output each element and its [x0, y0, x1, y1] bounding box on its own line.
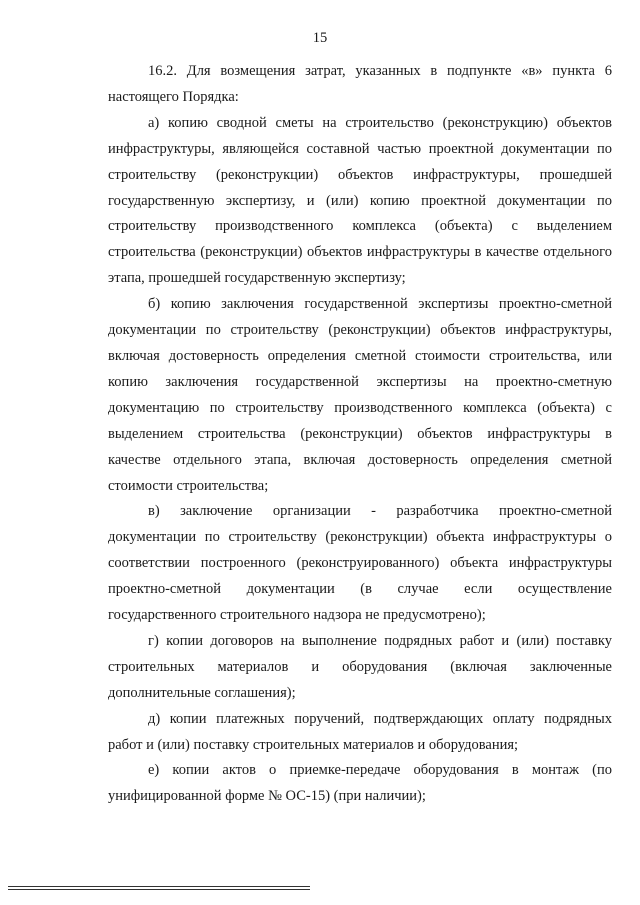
paragraph-item-b: б) копию заключения государственной экспертизы проектно-сметной документации по строительству (реконструкции) объектов инфраструктуры, включая достоверность определения сметной стоимости строительства, или копию заключения государственной экспертизы на проектно-сметную документацию по строительству производственного комплекса (объекта) с выделением строительства (реконструкции) объектов инфраструктуры в качестве отдельного этапа, включая достоверность определения сметной стоимости строительства;: [108, 296, 612, 494]
footer-divider-second: [8, 889, 310, 890]
footer-divider: [8, 886, 310, 887]
paragraph-item-v: в) заключение организации - разработчика проектно-сметной документации по строительству (реконструкции) объекта инфраструктуры о соответствии построенного (реконструированного) объекта инфраструктуры проектно-сметной документации (в случае если осуществление государственного строительного надзора не предусмотрено);: [108, 503, 612, 624]
paragraph-item-a: а) копию сводной сметы на строительство (реконструкцию) объектов инфраструктуры, являющейся составной частью проектной документации по строительству (реконструкции) объектов инфраструктуры, прошедшей государственную экспертизу, и (или) копию проектной документации по строительству производственного комплекса (объекта) с выделением строительства (реконструкции) объектов инфраструктуры в качестве отдельного этапа, прошедшей государственную экспертизу;: [108, 114, 612, 287]
paragraph-16-2: 16.2. Для возмещения затрат, указанных в подпункте «в» пункта 6 настоящего Порядка:: [108, 63, 612, 105]
paragraph-item-g: г) копии договоров на выполнение подрядных работ и (или) поставку строительных материалов и оборудования (включая заключенные дополнительные соглашения);: [108, 632, 612, 701]
document-body: [108, 59, 612, 810]
page-number: 15: [312, 30, 328, 46]
paragraph-item-d: д) копии платежных поручений, подтверждающих оплату подрядных работ и (или) поставку строительных материалов и оборудования;: [108, 710, 612, 753]
paragraph-item-e: е) копии актов о приемке-передаче оборудования в монтаж (по унифицированной форме № ОС-15) (при наличии);: [108, 762, 612, 805]
